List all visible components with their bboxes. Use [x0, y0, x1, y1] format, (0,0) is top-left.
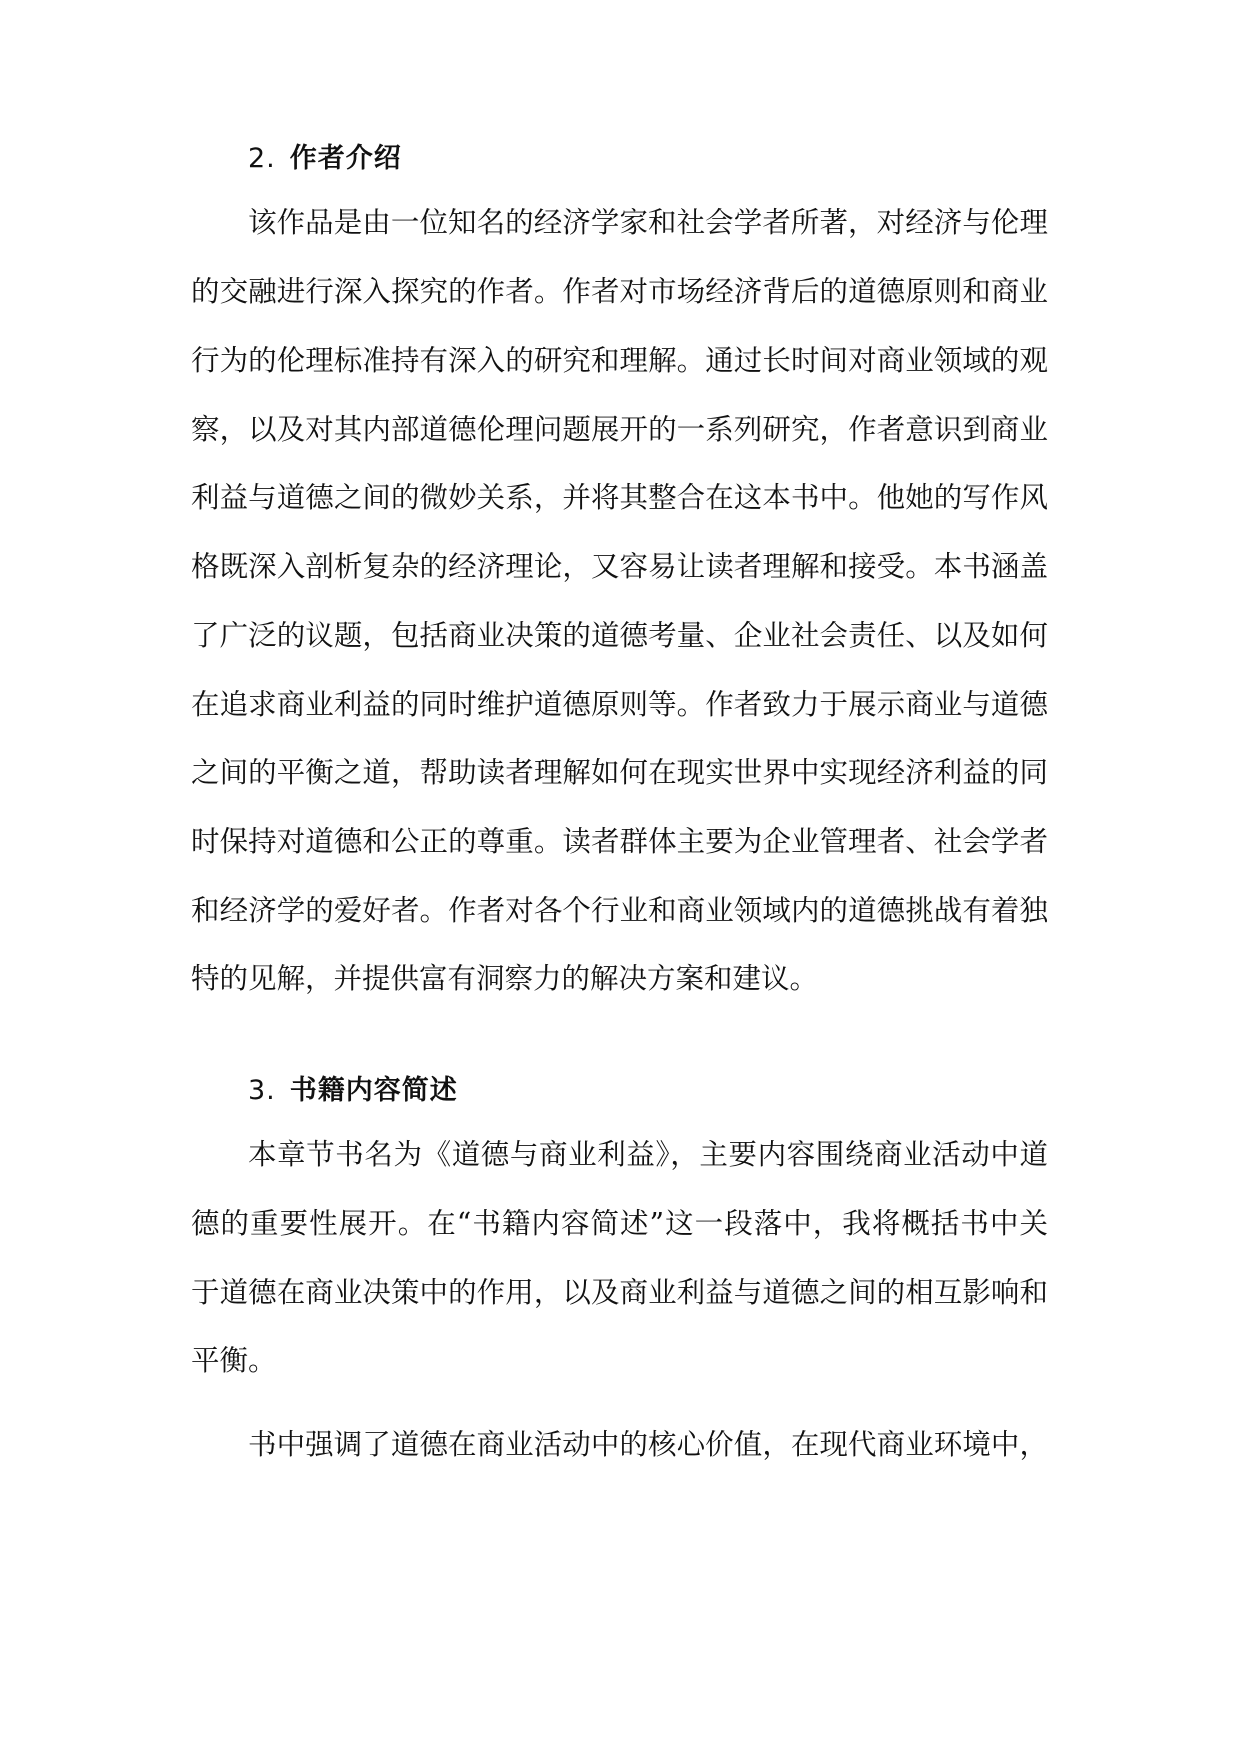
paragraph-line: 的交融进行深入探究的作者。作者对市场经济背后的道德原则和商业	[191, 275, 1048, 308]
paragraph-line: 书中强调了道德在商业活动中的核心价值，在现代商业环境中，	[248, 1428, 1048, 1461]
section-number: 3.	[248, 1075, 276, 1106]
paragraph-line: 行为的伦理标准持有深入的研究和理解。通过长时间对商业领域的观	[191, 344, 1048, 377]
paragraph-line: 该作品是由一位知名的经济学家和社会学者所著，对经济与伦理	[248, 206, 1048, 239]
section-title: 作者介绍	[289, 143, 402, 174]
section-heading-author	[248, 136, 402, 175]
paragraph-line: 和经济学的爱好者。作者对各个行业和商业领域内的道德挑战有着独	[191, 894, 1048, 927]
section-heading-summary	[248, 1068, 458, 1107]
paragraph-line: 德的重要性展开。在“书籍内容简述”这一段落中，我将概括书中关	[191, 1207, 1048, 1240]
paragraph-line: 特的见解，并提供富有洞察力的解决方案和建议。	[191, 962, 819, 995]
paragraph-line: 本章节书名为《道德与商业利益》，主要内容围绕商业活动中道	[248, 1138, 1048, 1171]
paragraph-line: 于道德在商业决策中的作用，以及商业利益与道德之间的相互影响和	[191, 1276, 1048, 1309]
section-number: 2.	[248, 143, 276, 174]
paragraph-line: 平衡。	[191, 1344, 277, 1377]
paragraph-line: 了广泛的议题，包括商业决策的道德考量、企业社会责任、以及如何	[191, 619, 1048, 652]
section-title: 书籍内容简述	[289, 1075, 458, 1106]
paragraph-line: 格既深入剖析复杂的经济理论，又容易让读者理解和接受。本书涵盖	[191, 550, 1048, 583]
paragraph-line: 时保持对道德和公正的尊重。读者群体主要为企业管理者、社会学者	[191, 825, 1048, 858]
paragraph-line: 察，以及对其内部道德伦理问题展开的一系列研究，作者意识到商业	[191, 413, 1048, 446]
paragraph-line: 在追求商业利益的同时维护道德原则等。作者致力于展示商业与道德	[191, 688, 1048, 721]
paragraph-line: 之间的平衡之道，帮助读者理解如何在现实世界中实现经济利益的同	[191, 756, 1048, 789]
paragraph-line: 利益与道德之间的微妙关系，并将其整合在这本书中。他她的写作风	[191, 481, 1048, 514]
